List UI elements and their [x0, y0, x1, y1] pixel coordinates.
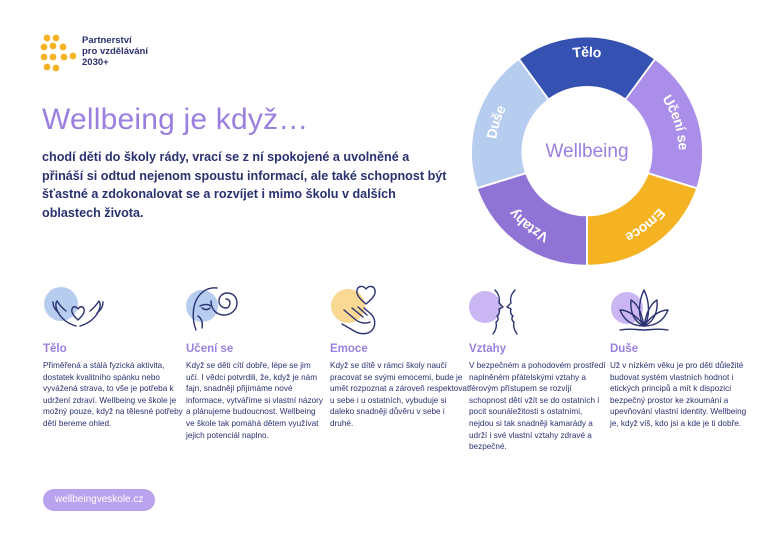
- pillar-title: Emoce: [330, 343, 368, 355]
- hand-heart-icon: [330, 282, 400, 340]
- wheel-segment-emoce: [588, 174, 696, 264]
- pillar-title: Tělo: [43, 343, 67, 355]
- wheel-label-emoce: Emoce: [623, 205, 669, 246]
- pillar-vztahy: [469, 282, 609, 453]
- wheel-label-uceni-se: Učení se: [659, 91, 692, 151]
- page-title: Wellbeing je když…: [42, 103, 309, 136]
- pillar-title: Učení se: [186, 343, 234, 355]
- thinking-head-icon: [186, 282, 256, 340]
- logo-line-3: 2030+: [82, 57, 109, 68]
- pillar-text: V bezpečném a pohodovém prostředí naplněném přátelskými vztahy a férovým přístupem se rozvíjí schopnost dětí vžít se do ostatních i pocit sounáležitosti s ostatními, nejdou si tak snadněji kamarády a udrží i své vlastní vztahy zdravé a bezpečné.: [469, 361, 606, 452]
- logo-line-1: Partnerství: [82, 35, 132, 46]
- two-faces-icon: [469, 282, 539, 340]
- logo-line-2: pro vzdělávání: [82, 46, 148, 57]
- pillar-title: Vztahy: [469, 343, 507, 355]
- pillar-text: Když se děti cítí dobře, lépe se jim učí. I vědci potvrdili, že, když je nám fajn, snadněji přijímáme nové informace, vytváříme si vlastní názory a plánujeme budoucnost. Wellbeing ve škole tak pomáhá dětem využívat jejich potenciál naplno.: [186, 361, 323, 440]
- wheel-label-telo: Tělo: [571, 43, 603, 61]
- pillar-title: Duše: [610, 343, 639, 355]
- lotus-flower-icon: [610, 282, 680, 340]
- brand-logo: [40, 33, 200, 73]
- wheel-center-label: Wellbeing: [545, 141, 629, 162]
- logo-wordmark: [82, 35, 148, 68]
- pillar-duse: [610, 282, 750, 430]
- website-link[interactable]: wellbeingveskole.cz: [43, 489, 155, 511]
- wellbeing-wheel: [472, 36, 702, 266]
- pillar-text: Přiměřená a stálá fyzická aktivita, dostatek kvalitního spánku nebo vyvážená strava, to vše je potřeba k udržení zdraví. Wellbeing ve škole je možný pouze, když na tělesné potřeby dětí bereme ohled.: [43, 361, 183, 428]
- wheel-label-duse: Duše: [483, 102, 509, 140]
- pillar-text: Už v nízkém věku je pro děti důležité budovat systém vlastních hodnot i etických principů a mít k dispozici bezpečný prostor ke zkoumání a upevňování vlastní identity. Wellbeing je, když víš, kdo jsi a kde je ti dobře.: [610, 361, 747, 428]
- pillar-text: Když se dítě v rámci školy naučí pracovat se svými emocemi, bude je umět rozpoznat a zároveň respektovat u sebe i u ostatních, vybuduje si daleko snadněji důvěru v sebe i druhé.: [330, 361, 470, 428]
- open-hands-icon: [43, 282, 113, 340]
- pillar-telo: [43, 282, 183, 430]
- logo-dots-icon: [40, 33, 76, 73]
- pillar-uceni-se: [186, 282, 326, 441]
- wheel-label-vztahy: Vztahy: [505, 206, 551, 246]
- wheel-segment-vztahy: [478, 174, 586, 264]
- intro-text: chodí děti do školy rády, vrací se z ní spokojené a uvolněné a přináší si odtud nejenom spoustu informací, ale také schopnost být šťastné a zdokonalovat se a rozvíjet i mimo školu v dalších oblastech života.: [42, 150, 447, 220]
- pillar-emoce: [330, 282, 470, 430]
